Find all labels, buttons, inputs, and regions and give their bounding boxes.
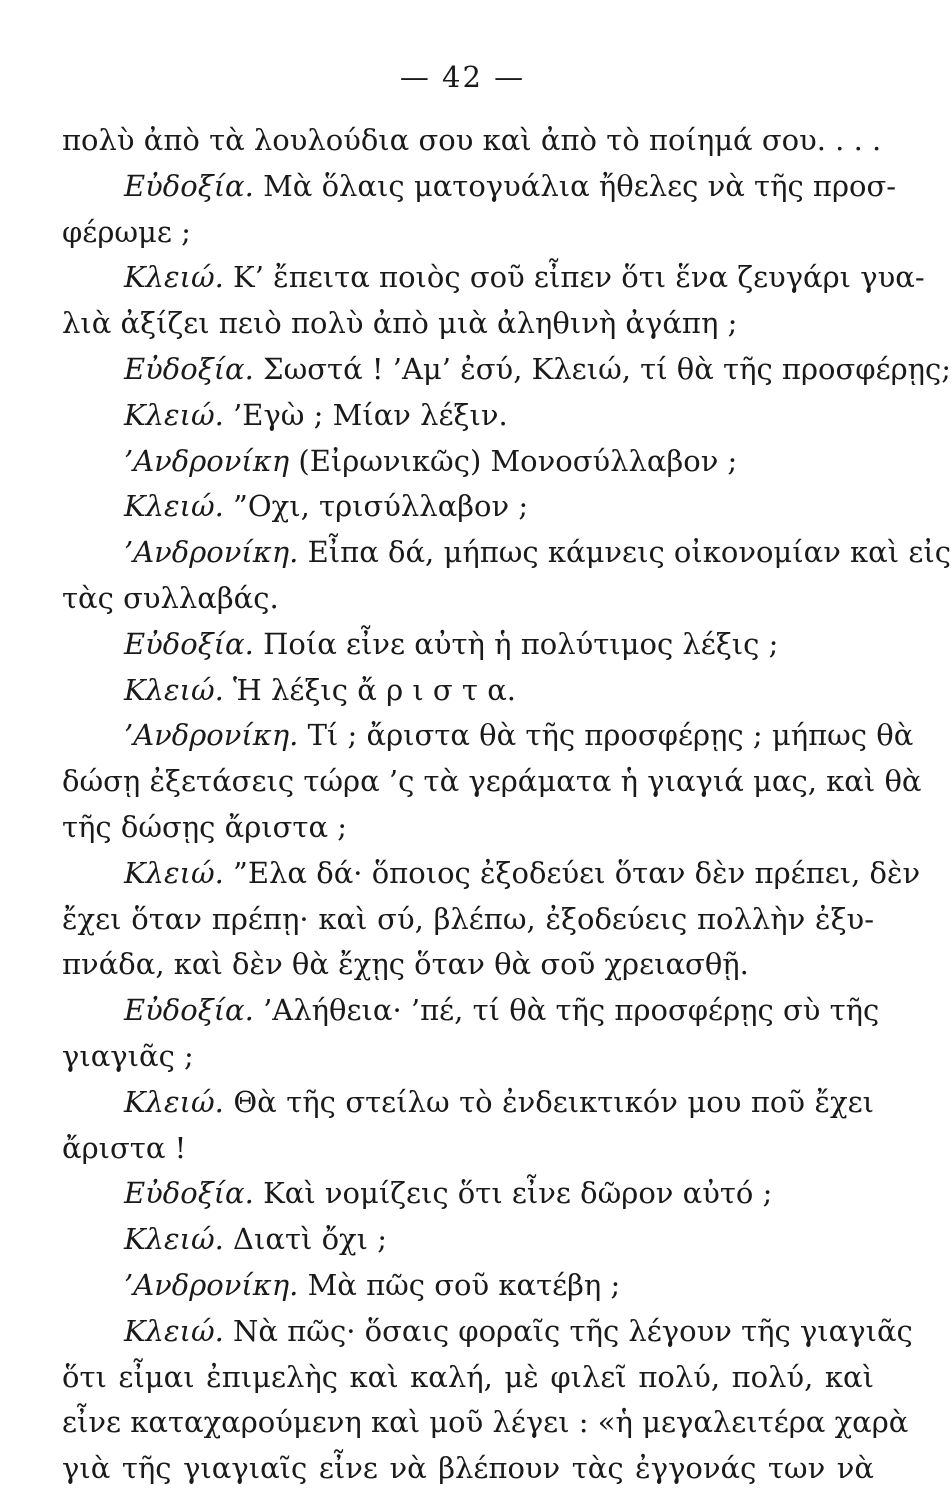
speaker-name: Εὐδοξία. — [124, 1176, 254, 1211]
text-line — [62, 1171, 874, 1217]
line-text: ”Ελα δά· ὅποιος ἐξοδεύει ὅταν δὲν πρέπει, δὲν — [223, 855, 921, 890]
text-line — [62, 576, 874, 622]
line-text: Κ’ ἔπειτα ποιὸς σοῦ εἶπεν ὅτι ἕνα ζευγάρι γυα- — [223, 260, 925, 295]
speaker-name: Κλειώ. — [124, 855, 224, 890]
line-text: γιαγιᾶς ; — [62, 1038, 194, 1073]
text-line — [62, 897, 874, 943]
line-text: ’Αλήθεια· ’πέ, τί θὰ τῆς προσφέρῃς σὺ τῆς — [253, 993, 880, 1028]
line-text: Διατὶ ὄχι ; — [223, 1222, 387, 1257]
speaker-name: ’Ανδρονίκη. — [124, 535, 299, 570]
text-line — [62, 301, 874, 347]
text-line — [62, 1355, 874, 1401]
text-line — [62, 942, 874, 988]
text-line — [62, 1309, 913, 1355]
speaker-name: Κλειώ. — [124, 397, 224, 432]
text-line — [62, 210, 874, 256]
text-line — [62, 668, 874, 714]
text-line — [62, 1400, 909, 1446]
speaker-name: Κλειώ. — [124, 1084, 224, 1119]
text-line — [62, 164, 897, 210]
text-line — [62, 851, 921, 897]
line-text: ἔχει ὅταν πρέπῃ· καὶ σύ, βλέπω, ἐξοδεύεις πολλὴν ἐξυ- — [62, 901, 874, 936]
text-line — [62, 255, 925, 301]
text-line — [62, 347, 951, 393]
speaker-name: ’Ανδρονίκη — [124, 443, 290, 478]
line-text: ’Εγὼ ; Μίαν λέξιν. — [223, 397, 508, 432]
line-text: γιὰ τῆς γιαγιαῖς εἶνε νὰ βλέπουν τὰς ἐγγονάς των νὰ — [62, 1451, 874, 1486]
line-text: Θὰ τῆς στείλω τὸ ἐνδεικτικόν μου ποῦ ἔχει — [223, 1084, 874, 1119]
text-line — [62, 988, 880, 1034]
line-text: εἶνε καταχαρούμενη καὶ μοῦ λέγει : «ἡ μεγαλειτέρα χαρὰ — [62, 1405, 909, 1440]
speaker-name: Κλειώ. — [124, 672, 224, 707]
text-line — [62, 713, 914, 759]
speaker-name: Κλειώ. — [124, 489, 224, 524]
speaker-name: Εὐδοξία. — [124, 168, 254, 203]
text-body — [62, 118, 951, 1492]
line-text: Νὰ πῶς· ὅσαις φοραῖς τῆς λέγουν τῆς γιαγιᾶς — [223, 1313, 913, 1348]
speaker-name: Κλειώ. — [124, 1222, 224, 1257]
text-line — [62, 622, 874, 668]
line-text: Εἶπα δά, μήπως κάμνεις οἰκονομίαν καὶ εἰς — [298, 535, 951, 570]
text-line — [62, 439, 874, 485]
line-text: τῆς δώσῃς ἄριστα ; — [62, 809, 348, 844]
text-line — [62, 393, 874, 439]
line-text: ὅτι εἶμαι ἐπιμελὴς καὶ καλή, μὲ φιλεῖ πολύ, πολύ, καὶ — [62, 1359, 874, 1394]
text-line — [62, 530, 951, 576]
line-text: (Εἰρωνικῶς) Μονοσύλλαβον ; — [289, 443, 738, 478]
line-text: τὰς συλλαβάς. — [62, 580, 279, 615]
line-text: λιὰ ἀξίζει πειὸ πολὺ ἀπὸ μιὰ ἀληθινὴ ἀγάπη ; — [62, 306, 738, 341]
line-text: Σωστά ! ’Αμ’ ἐσύ, Κλειώ, τί θὰ τῆς προσφέρῃς; — [253, 351, 951, 386]
line-text: πνάδα, καὶ δὲν θὰ ἔχῃς ὅταν θὰ σοῦ χρειασθῇ. — [62, 947, 749, 982]
speaker-name: ’Ανδρονίκη. — [124, 718, 299, 753]
text-line — [62, 1217, 874, 1263]
text-line — [62, 805, 874, 851]
line-text: δώσῃ ἐξετάσεις τώρα ’ς τὰ γεράματα ἡ γιαγιά μας, καὶ θὰ — [62, 764, 922, 799]
text-line — [62, 1263, 874, 1309]
text-line — [62, 1446, 874, 1492]
text-line — [62, 759, 922, 805]
speaker-name: Κλειώ. — [124, 260, 224, 295]
text-line — [62, 1126, 874, 1172]
line-text: πολὺ ἀπὸ τὰ λουλούδια σου καὶ ἀπὸ τὸ ποίημά σου. . . . — [62, 123, 882, 157]
line-text: Ποία εἶνε αὐτὴ ἡ πολύτιμος λέξις ; — [253, 626, 779, 661]
speaker-name: Εὐδοξία. — [124, 351, 254, 386]
text-line — [62, 1034, 874, 1080]
line-text: ἄριστα ! — [62, 1130, 187, 1165]
line-text: Καὶ νομίζεις ὅτι εἶνε δῶρον αὐτό ; — [253, 1176, 773, 1211]
line-text: Τί ; ἄριστα θὰ τῆς προσφέρῃς ; μήπως θὰ — [298, 718, 914, 753]
text-line — [62, 1080, 874, 1126]
speaker-name: ’Ανδρονίκη. — [124, 1267, 299, 1302]
text-line — [62, 118, 882, 164]
line-text: Μὰ πῶς σοῦ κατέβη ; — [298, 1267, 621, 1302]
speaker-name: Κλειώ. — [124, 1313, 224, 1348]
line-text: ”Οχι, τρισύλλαβον ; — [223, 489, 529, 524]
page-number: — 42 — — [399, 60, 526, 94]
speaker-name: Εὐδοξία. — [124, 626, 254, 661]
text-line — [62, 484, 874, 530]
speaker-name: Εὐδοξία. — [124, 993, 254, 1028]
line-text: φέρωμε ; — [62, 214, 191, 249]
line-text: Μὰ ὅλαις ματογυάλια ἤθελες νὰ τῆς προσ- — [253, 168, 897, 203]
line-text: Ἡ λέξις ἄ ρ ι σ τ α. — [223, 672, 516, 707]
